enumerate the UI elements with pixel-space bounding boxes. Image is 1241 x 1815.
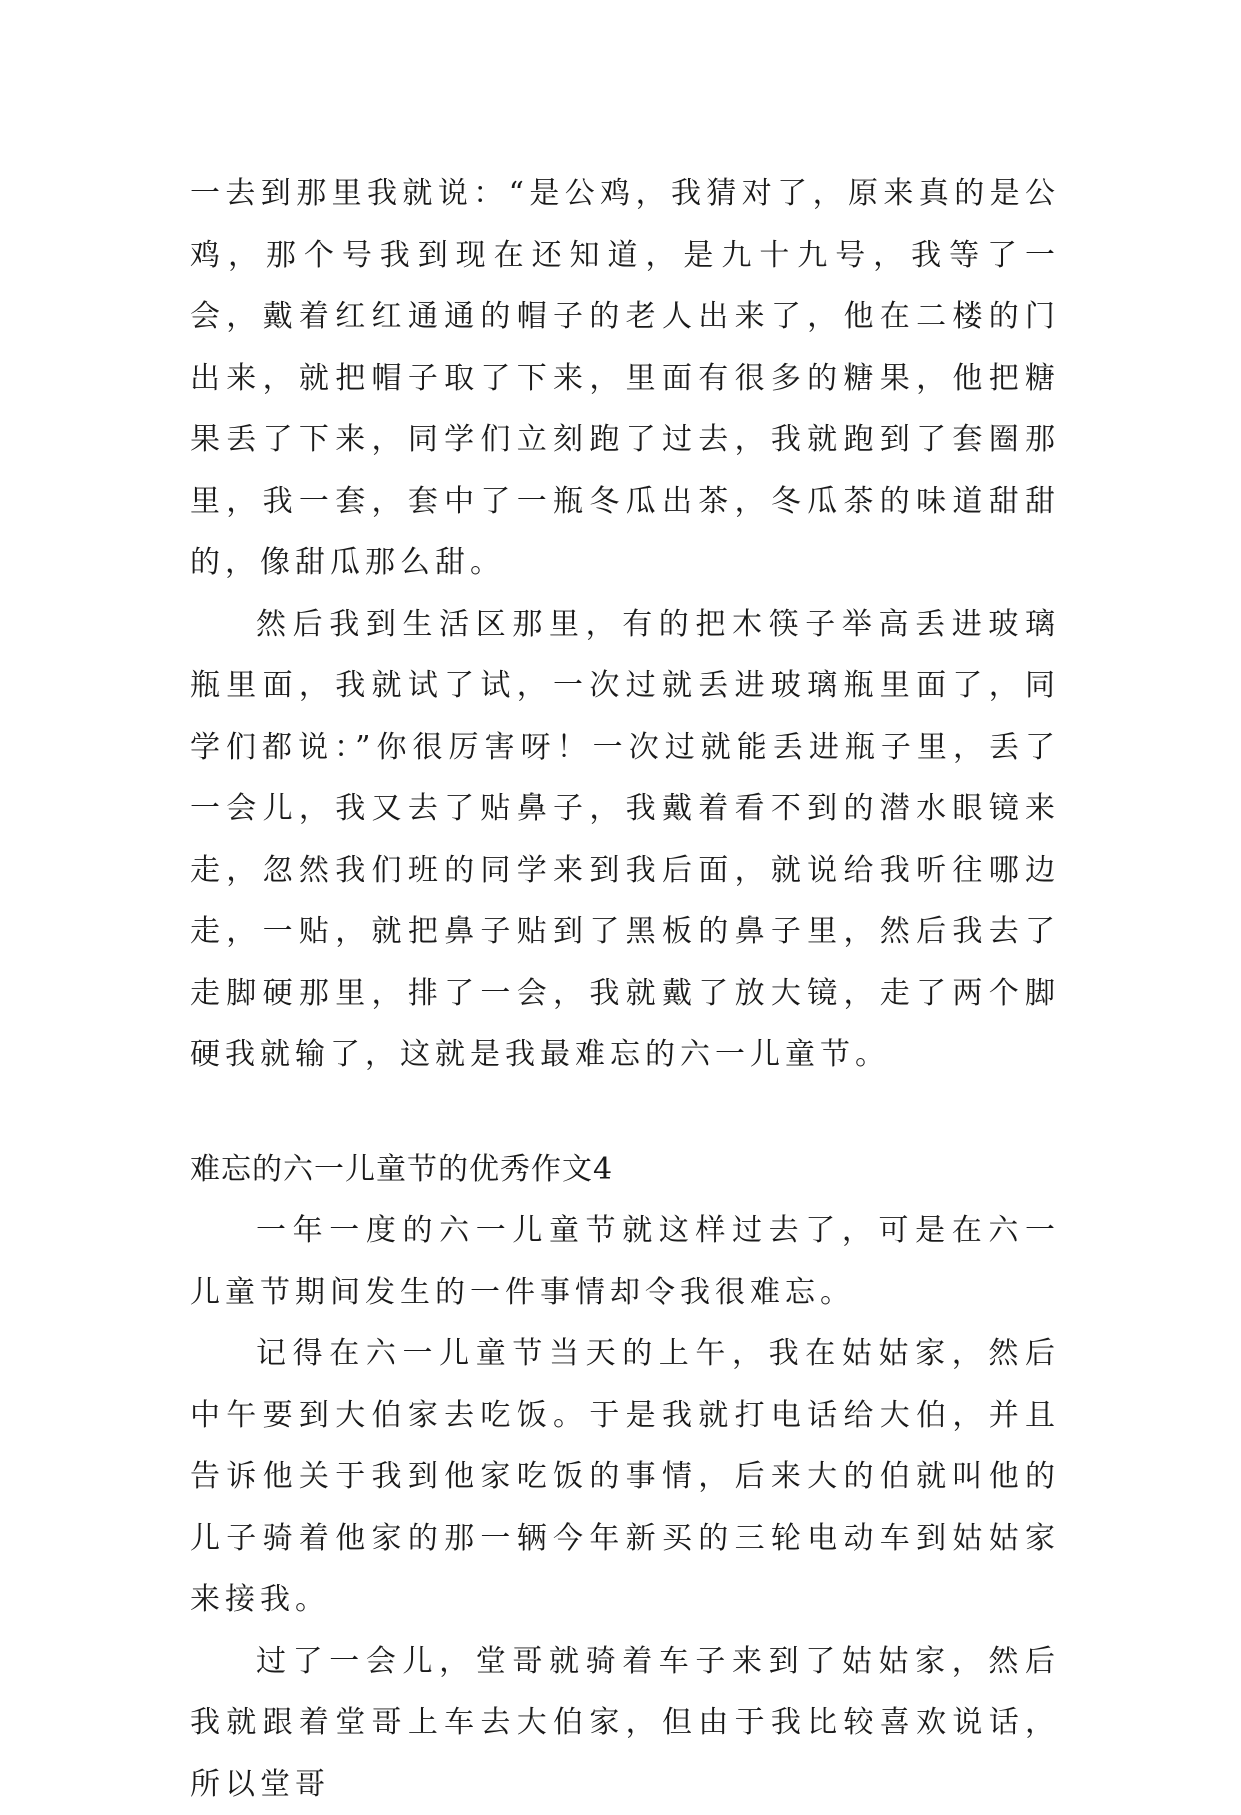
document-page (190, 163, 1060, 1815)
paragraph-4: 记得在六一儿童节当天的上午，我在姑姑家，然后中午要到大伯家去吃饭。于是我就打电话给大伯，并且告诉他关于我到他家吃饭的事情，后来大的伯就叫他的儿子骑着他家的那一辆今年新买的三轮电动车到姑姑家来接我。 (190, 1323, 1060, 1631)
paragraph-2: 然后我到生活区那里，有的把木筷子举高丢进玻璃瓶里面，我就试了试，一次过就丢进玻璃瓶里面了，同学们都说：”你很厉害呀！一次过就能丢进瓶子里，丢了一会儿，我又去了贴鼻子，我戴着看不到的潜水眼镜来走，忽然我们班的同学来到我后面，就说给我听往哪边走，一贴，就把鼻子贴到了黑板的鼻子里，然后我去了走脚硬那里，排了一会，我就戴了放大镜，走了两个脚硬我就输了，这就是我最难忘的六一儿童节。 (190, 594, 1060, 1086)
paragraph-5: 过了一会儿，堂哥就骑着车子来到了姑姑家，然后我就跟着堂哥上车去大伯家，但由于我比较喜欢说话，所以堂哥 (190, 1631, 1060, 1815)
paragraph-1: 一去到那里我就说：“是公鸡，我猜对了，原来真的是公鸡，那个号我到现在还知道，是九十九号，我等了一会，戴着红红通通的帽子的老人出来了，他在二楼的门出来，就把帽子取了下来，里面有很多的糖果，他把糖果丢了下来，同学们立刻跑了过去，我就跑到了套圈那里，我一套，套中了一瓶冬瓜出茶，冬瓜茶的味道甜甜的，像甜瓜那么甜。 (190, 163, 1060, 594)
paragraph-3: 一年一度的六一儿童节就这样过去了，可是在六一儿童节期间发生的一件事情却令我很难忘。 (190, 1200, 1060, 1323)
section-title: 难忘的六一儿童节的优秀作文4 (190, 1139, 1060, 1201)
